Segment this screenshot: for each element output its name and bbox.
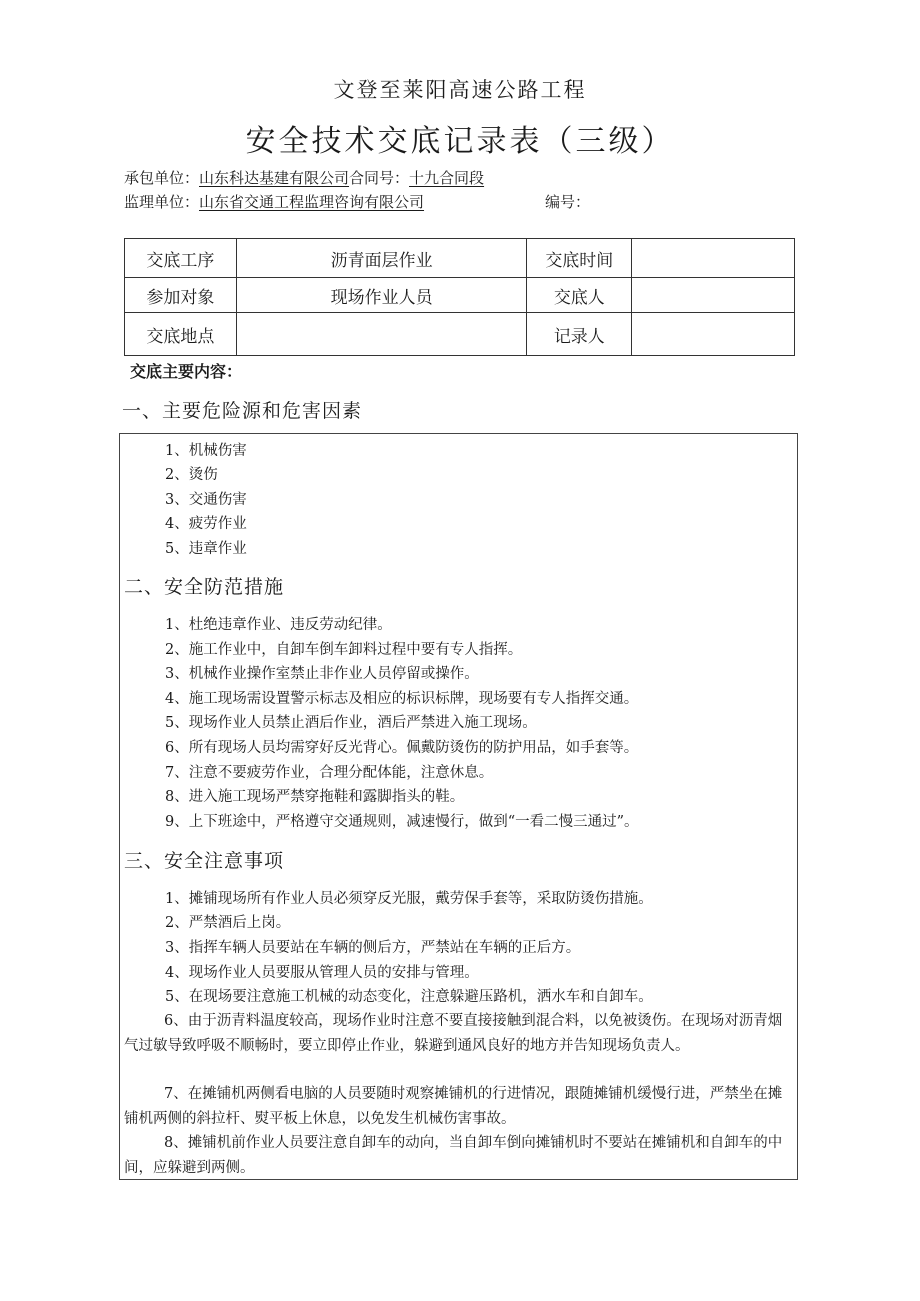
list-item: 9、上下班途中，严格遵守交通规则，减速慢行，做到“一看二慢三通过”。 bbox=[165, 814, 639, 830]
contractor-line bbox=[124, 167, 484, 188]
recorder-label: 记录人 bbox=[527, 313, 632, 356]
contract-value: 十九合同段 bbox=[409, 169, 485, 187]
supervisor-line bbox=[124, 191, 424, 212]
paragraph: 8、摊铺机前作业人员要注意自卸车的动向，当自卸车倒向摊铺机时不要站在摊铺机和自卸车的中间，应躲避到两侧。 bbox=[124, 1135, 783, 1176]
info-table bbox=[124, 238, 795, 356]
table-row bbox=[125, 239, 795, 278]
table-row bbox=[125, 313, 795, 356]
presenter-label: 交底人 bbox=[527, 278, 632, 313]
list-item: 4、疲劳作业 bbox=[165, 516, 247, 532]
presenter-value bbox=[632, 278, 795, 313]
paragraph: 6、由于沥青料温度较高，现场作业时注意不要直接接触到混合料，以免被烫伤。在现场对沥青烟气过敏导致呼吸不顺畅时，要立即停止作业，躲避到通风良好的地方并告知现场负责人。 bbox=[124, 1013, 783, 1054]
location-label: 交底地点 bbox=[125, 313, 237, 356]
list-item: 1、杜绝违章作业、违反劳动纪律。 bbox=[165, 617, 392, 633]
contract-label: 合同号： bbox=[349, 169, 410, 187]
supervisor-value: 山东省交通工程监理咨询有限公司 bbox=[199, 193, 425, 211]
contractor-value: 山东科达基建有限公司 bbox=[199, 169, 350, 187]
list-item: 7、注意不要疲劳作业，合理分配体能，注意休息。 bbox=[165, 765, 494, 781]
list-item: 2、烫伤 bbox=[165, 467, 218, 483]
list-item: 4、现场作业人员要服从管理人员的安排与管理。 bbox=[165, 965, 479, 981]
section2-heading: 二、安全防范措施 bbox=[124, 576, 285, 598]
list-item: 3、指挥车辆人员要站在车辆的侧后方，严禁站在车辆的正后方。 bbox=[165, 940, 581, 956]
paragraph: 7、在摊铺机两侧看电脑的人员要随时观察摊铺机的行进情况，跟随摊铺机缓慢行进，严禁坐在摊铺机两侧的斜拉杆、熨平板上休息，以免发生机械伤害事故。 bbox=[124, 1086, 783, 1127]
process-value: 沥青面层作业 bbox=[236, 239, 527, 278]
list-item: 2、严禁酒后上岗。 bbox=[165, 915, 291, 931]
list-item: 4、施工现场需设置警示标志及相应的标识标牌，现场要有专人指挥交通。 bbox=[165, 691, 639, 707]
list-item: 1、机械伤害 bbox=[165, 443, 247, 459]
participants-value: 现场作业人员 bbox=[236, 278, 527, 313]
supervisor-label: 监理单位： bbox=[124, 193, 200, 211]
list-item: 8、进入施工现场严禁穿拖鞋和露脚指头的鞋。 bbox=[165, 789, 465, 805]
contractor-label: 承包单位： bbox=[124, 169, 200, 187]
table-row bbox=[125, 278, 795, 313]
recorder-value bbox=[632, 313, 795, 356]
process-label: 交底工序 bbox=[125, 239, 237, 278]
list-item: 3、机械作业操作室禁止非作业人员停留或操作。 bbox=[165, 666, 479, 682]
serial-label: 编号： bbox=[545, 193, 591, 211]
content-label: 交底主要内容： bbox=[130, 362, 243, 381]
list-item: 5、在现场要注意施工机械的动态变化，注意躲避压路机，洒水车和自卸车。 bbox=[165, 989, 653, 1005]
time-value bbox=[632, 239, 795, 278]
form-title: 安全技术交底记录表（三级） bbox=[245, 124, 675, 159]
time-label: 交底时间 bbox=[527, 239, 632, 278]
section1-heading: 一、主要危险源和危害因素 bbox=[122, 400, 363, 422]
location-value bbox=[236, 313, 527, 356]
participants-label: 参加对象 bbox=[125, 278, 237, 313]
list-item: 1、摊铺现场所有作业人员必须穿反光服，戴劳保手套等，采取防烫伤措施。 bbox=[165, 891, 653, 907]
list-item: 5、违章作业 bbox=[165, 541, 247, 557]
list-item: 5、现场作业人员禁止酒后作业，酒后严禁进入施工现场。 bbox=[165, 715, 537, 731]
section3-heading: 三、安全注意事项 bbox=[124, 850, 285, 872]
project-title: 文登至莱阳高速公路工程 bbox=[333, 78, 587, 102]
list-item: 2、施工作业中，自卸车倒车卸料过程中要有专人指挥。 bbox=[165, 642, 523, 658]
list-item: 3、交通伤害 bbox=[165, 492, 247, 508]
list-item: 6、所有现场人员均需穿好反光背心。佩戴防烫伤的防护用品，如手套等。 bbox=[165, 740, 639, 756]
